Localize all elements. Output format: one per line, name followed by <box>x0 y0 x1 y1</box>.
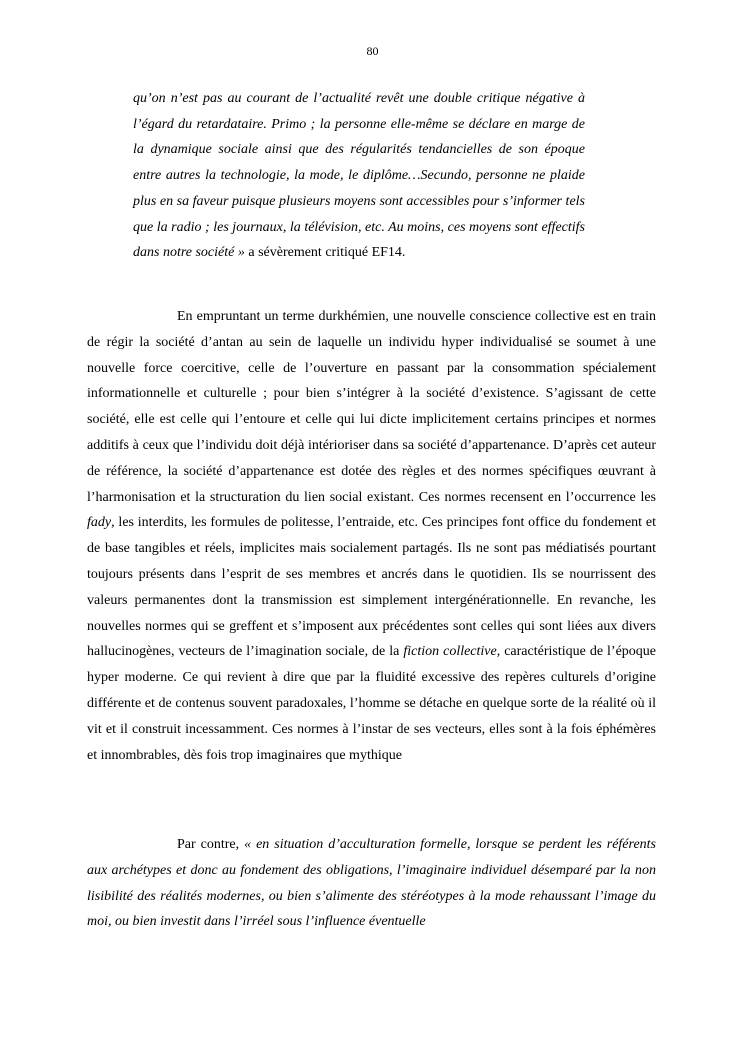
paragraph2-lead: Par contre, <box>177 837 245 852</box>
paragraph1-part3: , caractéristique de l’époque hyper moderne. Ce qui revient à dire que par la fluidité excessive des repères culturels d’origine différente et de contenus souvent paradoxales, l’homme se détache en quelque sorte de la réalité où il vit et il construit incessamment. Ces normes à l’instar de ses vecteurs, elles sont à la fois éphémères et innombrables, dès fois trop imaginaires que mythique <box>87 644 656 763</box>
term-fady: fady <box>87 515 112 531</box>
term-fiction-collective: fiction collective <box>403 644 497 660</box>
paragraph-durkheim <box>87 304 656 768</box>
quote-attribution: a sévèrement critiqué EF14. <box>244 245 406 261</box>
paragraph1-part1: En empruntant un terme durkhémien, une nouvelle conscience collective est en train de régir la société d’antan au sein de laquelle un individu hyper individualisé se soumet à une nouvelle force coercitive, celle de l’ouverture en passant par la consommation spécialement informationnelle et culturelle ; pour bien s’intégrer à la société d’existence. S’agissant de cette société, elle est celle qui l’entoure et celle qui lui dicte implicitement certains principes et normes additifs à ceux que l’individu doit déjà intérioriser dans sa société d’appartenance. D’après cet auteur de référence, la société d’appartenance est dotée des règles et des normes spécifiques œuvrant à l’harmonisation et la structuration du lien social existant. Ces normes recensent en l’occurrence les <box>87 309 656 505</box>
paragraph-acculturation <box>87 832 656 935</box>
quote-text: qu’on n’est pas au courant de l’actualité revêt une double critique négative à l’égard du retardataire. Primo ; la personne elle-même se déclare en marge de la dynamique sociale ainsi que des régularités tendancielles de son époque entre autres la technologie, la mode, le diplôme…Secundo, personne ne plaide plus en sa faveur puisque plusieurs moyens sont accessibles pour s’informer tels que la radio ; les journaux, la télévision, etc. Au moins, ces moyens sont effectifs dans notre société » <box>133 91 585 261</box>
paragraph1-part2: , les interdits, les formules de politesse, l’entraide, etc. Ces principes font office du fondement et de base tangibles et réels, implicites mais socialement partagés. Ils ne sont pas médiatisés pourtant toujours présents dans l’esprit de ses membres et ancrés dans le quotidien. Ils se nourrissent des valeurs permanentes dont la transmission est simplement intergénérationnelle. En revanche, les nouvelles normes qui se greffent et s’imposent aux précédentes sont celles qui sont liées aux divers hallucinogènes, vecteurs de l’imagination sociale, de la <box>87 515 656 660</box>
paragraph2-quote: « en situation d’acculturation formelle, lorsque se perdent les référents aux archétypes et donc au fondement des obligations, l’imaginaire individuel désemparé par la non lisibilité des réalités modernes, ou bien s’alimente des stéréotypes à la mode rehaussant l’image du moi, ou bien investit dans l’irréel sous l’influence éventuelle <box>87 837 656 930</box>
page-number: 80 <box>366 44 379 58</box>
block-quote <box>133 86 585 266</box>
